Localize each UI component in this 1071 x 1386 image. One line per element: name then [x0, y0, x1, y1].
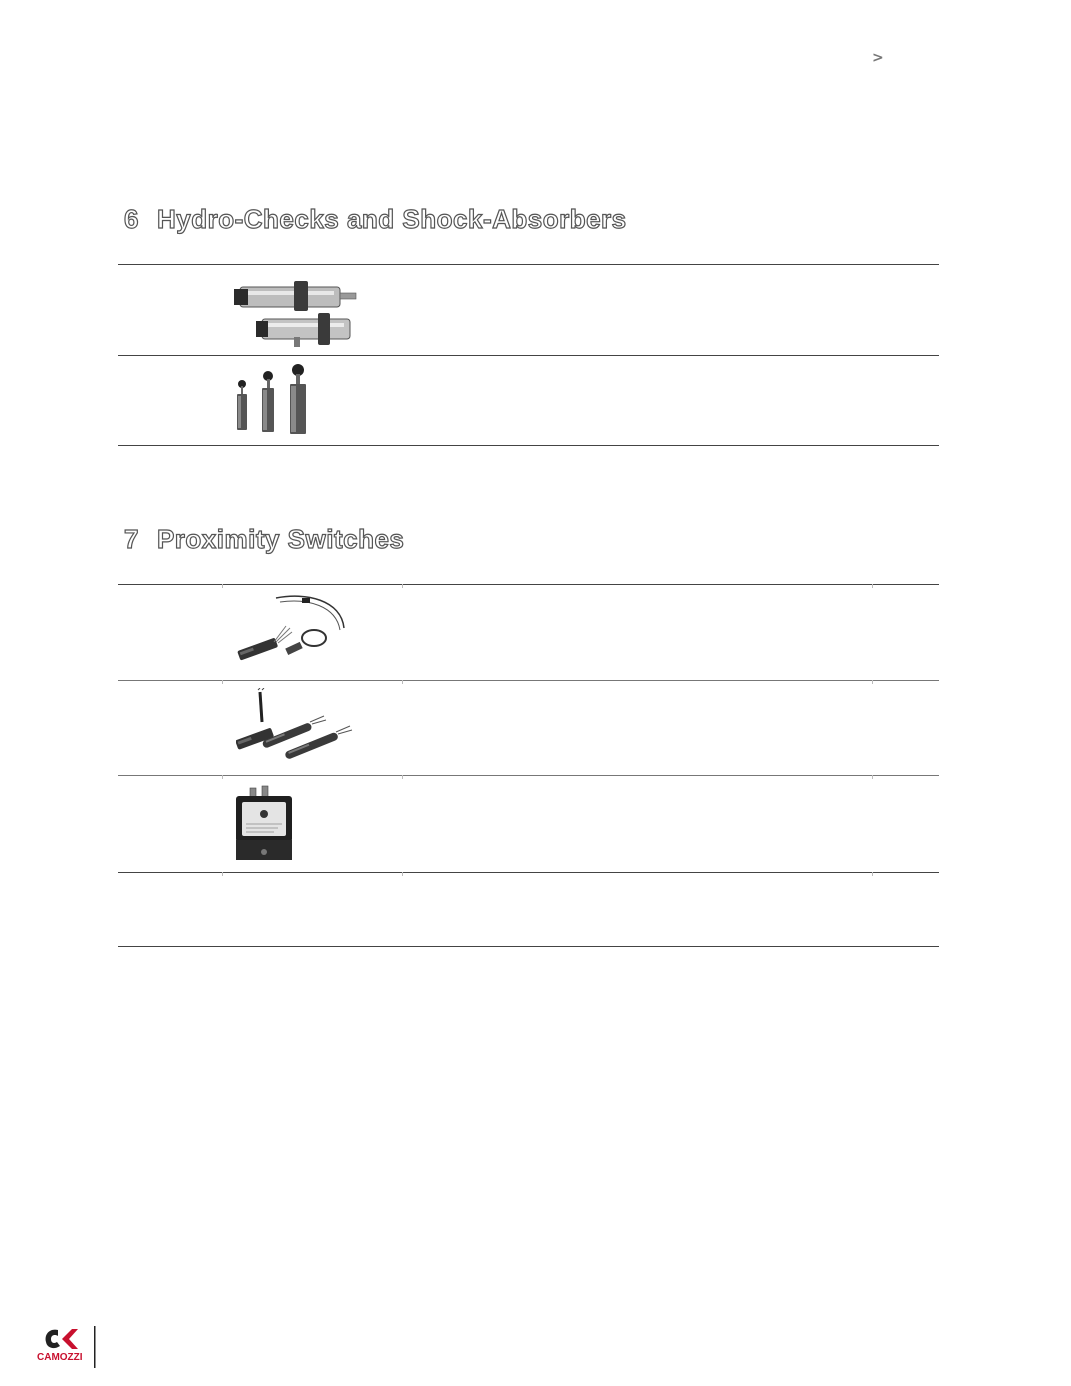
table-row-divider — [118, 872, 939, 873]
table-row-divider — [118, 680, 939, 681]
cable-sensor-switch-image — [236, 592, 356, 664]
table-top-rule — [118, 584, 939, 585]
column-tick — [872, 872, 873, 876]
table-bottom-rule — [118, 946, 939, 947]
section-number: 6 — [124, 204, 139, 234]
column-tick — [402, 584, 403, 588]
shock-absorbers-image — [232, 362, 312, 438]
reed-sensors-image — [236, 688, 354, 764]
column-tick — [872, 775, 873, 779]
section-title-text: Proximity Switches — [156, 524, 405, 554]
column-tick — [222, 584, 223, 588]
section-title-hydro-checks — [124, 204, 627, 235]
column-tick — [872, 680, 873, 684]
section-number: 7 — [124, 524, 139, 554]
column-tick — [872, 584, 873, 588]
next-page-arrow[interactable]: > — [872, 50, 884, 66]
column-tick — [222, 872, 223, 876]
brand-name: CAMOZZI — [37, 1352, 83, 1363]
hydro-check-cylinder-image — [234, 275, 358, 349]
column-tick — [222, 680, 223, 684]
column-tick — [402, 680, 403, 684]
section-title-text: Hydro-Checks and Shock-Absorbers — [156, 204, 627, 234]
solenoid-coil-block-image — [234, 784, 296, 864]
column-tick — [222, 775, 223, 779]
section-title-proximity-switches — [124, 524, 404, 555]
table-row-divider — [118, 355, 939, 356]
column-tick — [402, 775, 403, 779]
table-row-divider — [118, 775, 939, 776]
table-bottom-rule — [118, 445, 939, 446]
column-tick — [402, 872, 403, 876]
table-top-rule — [118, 264, 939, 265]
camozzi-logo — [36, 1326, 96, 1368]
